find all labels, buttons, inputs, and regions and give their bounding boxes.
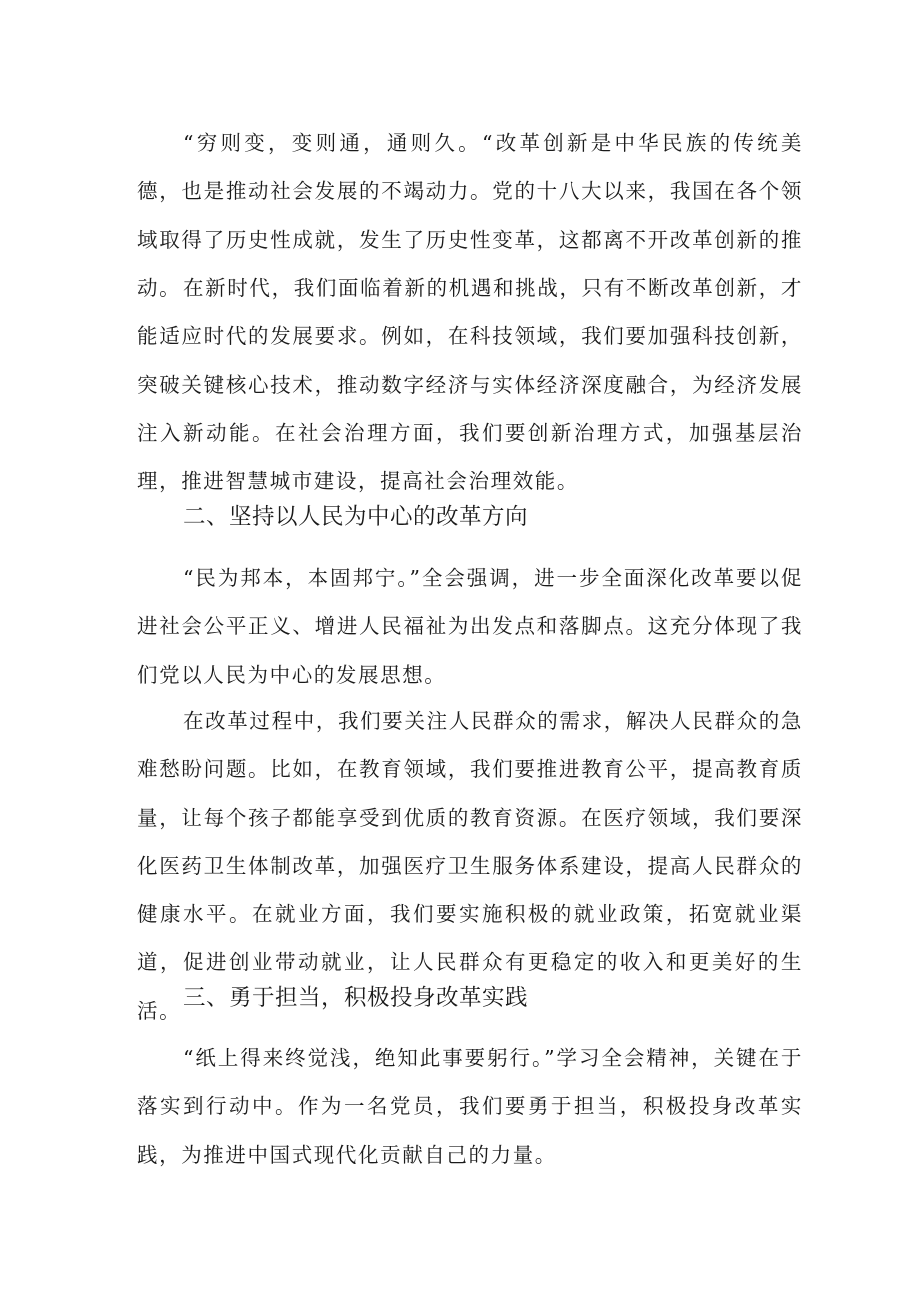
paragraph-practice-action: “纸上得来终觉浅，绝知此事要躬行。”学习全会精神，关键在于落实到行动中。作为一名党员，我们要勇于担当，积极投身改革实践，为推进中国式现代化贡献自己的力量。 <box>137 1046 803 1167</box>
paragraph-people-foundation: “民为邦本，本固邦宁。”全会强调，进一步全面深化改革要以促进社会公平正义、增进人民福祉为出发点和落脚点。这充分体现了我们党以人民为中心的发展思想。 <box>137 566 803 687</box>
paragraph-new-era-challenges: 在新时代，我们面临着新的机遇和挑战，只有不断改革创新，才能适应时代的发展要求。例如，在科技领域，我们要加强科技创新，突破关键核心技术，推动数字经济与实体经济深度融合，为经济发展注入新动能。在社会治理方面，我们要创新治理方式，加强基层治理，推进智慧城市建设，提高社会治理效能。 <box>137 276 803 494</box>
section-heading-people-centered: 二、坚持以人民为中心的改革方向 <box>183 504 529 530</box>
paragraph-reform-innovation-intro: “穷则变，变则通，通则久。“改革创新是中华民族的传统美德，也是推动社会发展的不竭动力。党的十八大以来，我国在各个领域取得了历史性成就，发生了历史性变革，这都离不开改革创新的推动。 <box>137 131 803 300</box>
section-heading-take-responsibility: 三、勇于担当，积极投身改革实践 <box>183 985 529 1011</box>
paragraph-people-needs: 在改革过程中，我们要关注人民群众的需求，解决人民群众的急难愁盼问题。比如，在教育领域，我们要推进教育公平，提高教育质量，让每个孩子都能享受到优质的教育资源。在医疗领域，我们要深化医药卫生体制改革，加强医疗卫生服务体系建设，提高人民群众的健康水平。在就业方面，我们要实施积极的就业政策，拓宽就业渠道，促进创业带动就业，让人民群众有更稳定的收入和更美好的生活。 <box>137 709 803 1023</box>
